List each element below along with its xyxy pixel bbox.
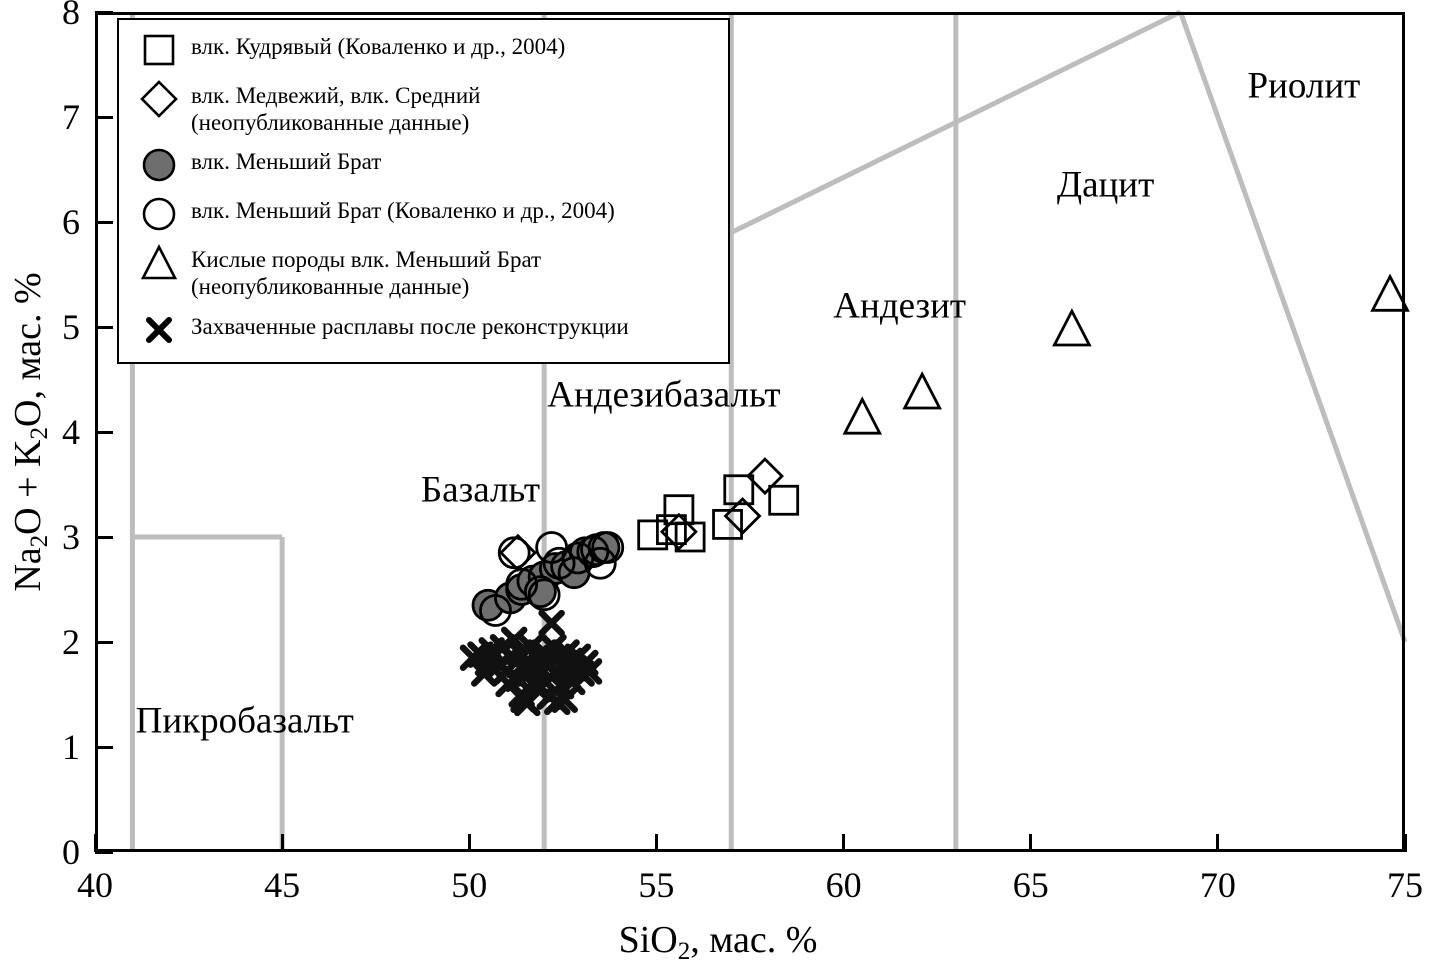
y-tick-label: 8 [62, 0, 80, 32]
y-tick-label: 4 [62, 412, 80, 452]
y-tick-label: 0 [62, 832, 80, 872]
x-tick [94, 834, 97, 852]
x-tick-label: 70 [1199, 865, 1236, 905]
legend-box [117, 18, 730, 364]
y-tick-label: 3 [62, 517, 80, 557]
y-tick [95, 11, 113, 14]
x-tick-label: 65 [1012, 865, 1049, 905]
circle-icon [127, 194, 191, 234]
y-tick [95, 536, 113, 539]
x-tick-label: 75 [1387, 865, 1423, 905]
legend-item-label: влк. Меньший Брат (Коваленко и др., 2004) [191, 198, 615, 224]
field-label: Пикробазальт [135, 700, 354, 742]
field-label: Базальт [420, 469, 541, 511]
legend-item-label: Захваченные расплавы после реконструкции [191, 313, 629, 339]
legend-item-label: влк. Медвежий, влк. Средний (неопубликованные данные) [191, 83, 481, 135]
legend-item-label: влк. Кудрявый (Коваленко и др., 2004) [191, 34, 566, 59]
field-label: Дацит [1056, 164, 1155, 206]
y-tick [95, 221, 113, 224]
x-tick [1404, 834, 1407, 852]
y-tick-label: 2 [62, 622, 80, 662]
filled-circle-icon [127, 145, 191, 185]
square-icon [127, 30, 191, 70]
y-tick [95, 851, 113, 854]
x-tick-label: 55 [638, 865, 675, 905]
legend-item [127, 194, 720, 234]
legend-item-label: Кислые породы влк. Меньший Брат (неопубликованные данные) [191, 247, 542, 300]
x-tick [468, 834, 471, 852]
triangle-icon [127, 243, 191, 283]
field-label: Андезит [833, 285, 967, 327]
field-label: Андезибазальт [547, 374, 781, 416]
legend-item [127, 79, 720, 136]
y-tick-label: 7 [62, 97, 80, 137]
x-tick-label: 45 [264, 865, 301, 905]
legend-item-label: влк. Меньший Брат [191, 149, 382, 175]
x-tick-label: 60 [825, 865, 862, 905]
y-tick-label: 1 [62, 727, 80, 767]
x-axis-label: SiO$_2$, мас. % [618, 919, 818, 966]
y-tick [95, 431, 113, 434]
x-tick [1029, 834, 1032, 852]
legend-item [127, 310, 720, 350]
legend-item [127, 243, 720, 300]
diamond-icon [127, 79, 191, 119]
y-tick [95, 641, 113, 644]
y-tick [95, 116, 113, 119]
y-tick-label: 6 [62, 202, 80, 242]
x-tick [1216, 834, 1219, 852]
plot-area [95, 12, 1405, 852]
y-tick-label: 5 [62, 307, 80, 347]
x-tick [655, 834, 658, 852]
y-tick [95, 746, 113, 749]
x-tick [842, 834, 845, 852]
field-label: Риолит [1247, 65, 1361, 106]
y-tick [95, 326, 113, 329]
x-tick-label: 50 [451, 865, 488, 905]
cross-icon [127, 310, 191, 350]
legend-item [127, 145, 720, 185]
y-axis-label: $Na_2O + K_2O$, мас. % [6, 272, 54, 592]
x-tick-label: 40 [77, 865, 113, 905]
x-tick [281, 834, 284, 852]
legend-item [127, 30, 720, 70]
